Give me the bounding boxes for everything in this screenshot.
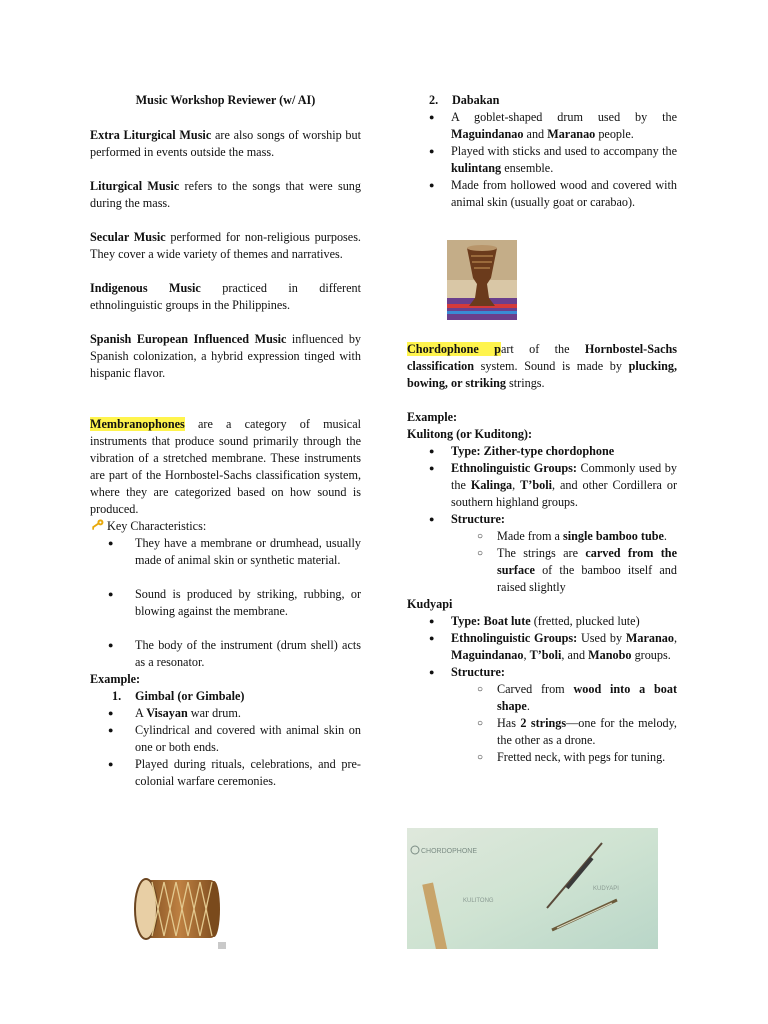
characteristic-item: ● Sound is produced by striking, rubbing, or blowing against the membrane. xyxy=(90,586,361,620)
kudyapi-structure-item: ○ Carved from wood into a boat shape. xyxy=(407,681,677,715)
dabakan-bullet: ● Made from hollowed wood and covered with animal skin (usually goat or carabao). xyxy=(407,177,677,211)
kudyapi-structure-item: ○ Has 2 strings—one for the melody, the other as a drone. xyxy=(407,715,677,749)
extra-liturgical-paragraph: Extra Liturgical Music are also songs of worship but performed in events outside the mass. xyxy=(90,128,361,159)
chordophone-paragraph: Chordophone part of the Hornbostel-Sachs classification system. Sound is made by plucking, bowing, or striking strings. xyxy=(407,342,677,390)
membranophones-paragraph: Membranophones are a category of musical instruments that produce sound primarily through the vibration of a stretched membrane. These instruments are part of the Hornbostel-Sachs classification system, where they are categorized based on how sound is produced. xyxy=(90,417,361,516)
kudyapi-title: Kudyapi xyxy=(407,597,453,611)
dabakan-bullet: ● Played with sticks and used to accompany the kulintang ensemble. xyxy=(407,143,677,177)
key-characteristics-label: Key Characteristics: xyxy=(90,518,361,535)
kulitong-structure-item: ○ The strings are carved from the surface of the bamboo itself and raised slightly xyxy=(407,545,677,596)
dabakan-bullet: ● A goblet-shaped drum used by the Maguindanao and Maranao people. xyxy=(407,109,677,143)
kudyapi-structure: ● Structure: xyxy=(407,664,677,681)
kulitong-structure: ● Structure: xyxy=(407,511,677,528)
example-gimbal-heading: 1. Gimbal (or Gimbale) xyxy=(112,689,245,703)
image-label-kudyapi: KUDYAPI xyxy=(593,886,619,892)
key-icon xyxy=(90,519,104,531)
kulitong-type: ● Type: Zither-type chordophone xyxy=(407,443,677,460)
gimbal-bullet: ● A Visayan war drum. xyxy=(90,705,361,722)
gimbal-bullet: ● Played during rituals, celebrations, and pre-colonial warfare ceremonies. xyxy=(90,756,361,790)
kulitong-title: Kulitong (or Kuditong): xyxy=(407,427,533,441)
characteristic-item: ● They have a membrane or drumhead, usually made of animal skin or synthetic material. xyxy=(90,535,361,569)
kudyapi-type: ● Type: Boat lute (fretted, plucked lute) xyxy=(407,613,677,630)
chordophone-image xyxy=(407,828,658,949)
gimbal-drum-image xyxy=(128,872,232,950)
secular-paragraph: Secular Music performed for non-religious purposes. They cover a wide variety of themes and narratives. xyxy=(90,230,361,261)
indigenous-paragraph: Indigenous Music practiced in different ethnolinguistic groups in the Philippines. xyxy=(90,281,362,312)
example-dabakan-heading: 2. Dabakan xyxy=(429,93,500,107)
dabakan-drum-image xyxy=(447,240,517,320)
right-column xyxy=(407,92,677,766)
kudyapi-structure-item: ○ Fretted neck, with pegs for tuning. xyxy=(407,749,677,766)
image-label-chordophone: CHORDOPHONE xyxy=(421,848,478,855)
gimbal-bullet: ● Cylindrical and covered with animal skin on one or both ends. xyxy=(90,722,361,756)
kulitong-ethnolinguistic: ● Ethnolinguistic Groups: Commonly used by the Kalinga, T’boli, and other Cordillera or southern highland groups. xyxy=(407,460,677,511)
image-label-kulitong: KULITONG xyxy=(463,898,494,904)
left-column xyxy=(90,92,361,790)
liturgical-paragraph: Liturgical Music refers to the songs that were sung during the mass. xyxy=(90,179,361,210)
characteristic-item: ● The body of the instrument (drum shell) acts as a resonator. xyxy=(90,637,361,671)
document-title: Music Workshop Reviewer (w/ AI) xyxy=(135,93,316,107)
kulitong-structure-item: ○ Made from a single bamboo tube. xyxy=(407,528,677,545)
example-label: Example: xyxy=(407,410,458,424)
kudyapi-ethnolinguistic: ● Ethnolinguistic Groups: Used by Maranao, Maguindanao, T’boli, and Manobo groups. xyxy=(407,630,677,664)
spanish-paragraph: Spanish European Influenced Music influenced by Spanish colonization, a hybrid expression tinged with hispanic flavor. xyxy=(90,332,362,380)
example-label: Example: xyxy=(90,672,141,686)
